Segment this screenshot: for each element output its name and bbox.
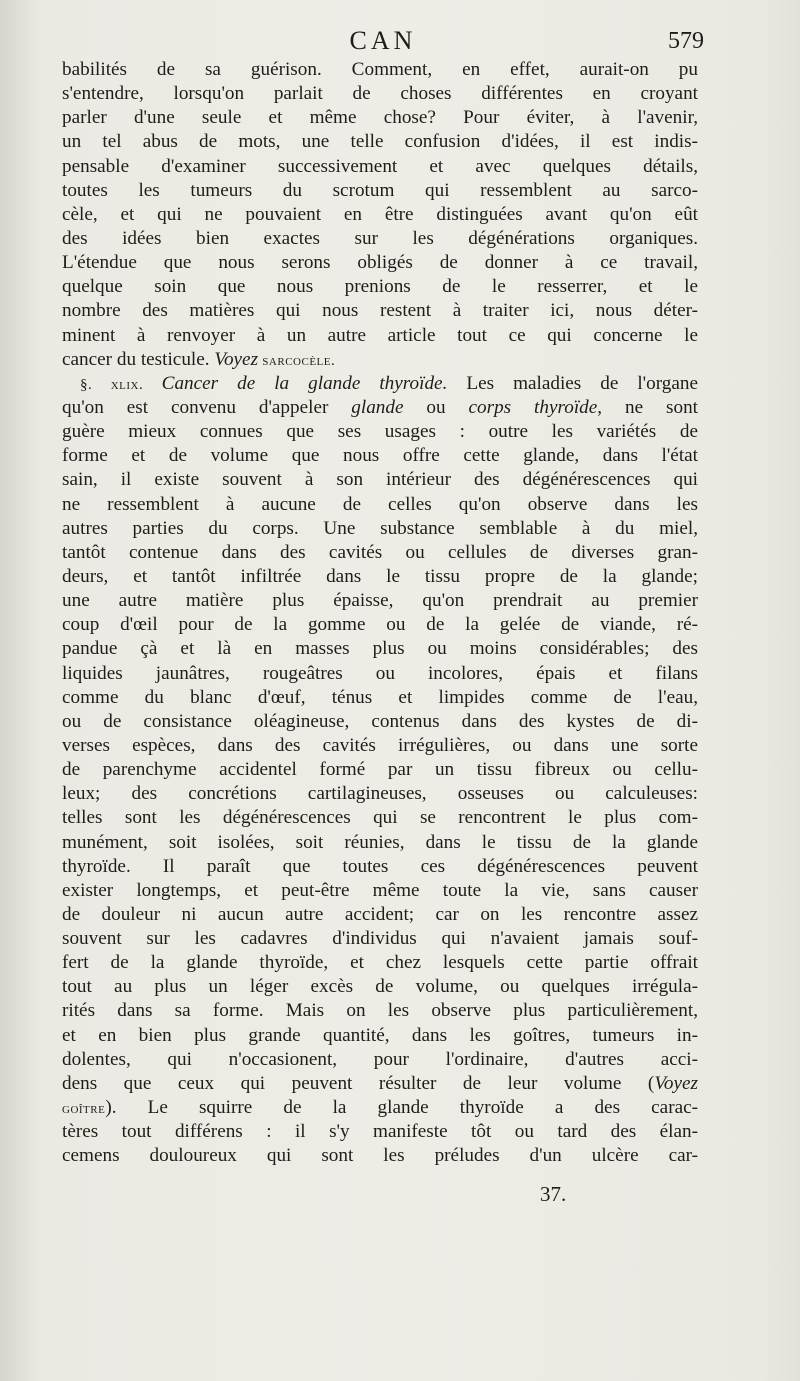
text-line: guère mieux connues que ses usages : outre les variétés de xyxy=(62,421,698,443)
text-line: tères tout différens : il s'y manifeste tôt ou tard des élan- xyxy=(62,1121,698,1143)
text-line: cancer du testicule. Voyez sarcocèle. xyxy=(62,348,336,370)
voyez-reference: Voyez xyxy=(214,348,259,370)
text-line: dolentes, qui n'occasionent, pour l'ordinaire, d'autres acci- xyxy=(62,1048,698,1070)
text-line: L'étendue que nous serons obligés de donner à ce travail, xyxy=(62,252,698,274)
text-line: ne ressemblent à aucune de celles qu'on observe dans les xyxy=(62,493,698,515)
text-line: pandue çà et là en masses plus ou moins considérables; des xyxy=(62,638,698,660)
text-line: rités dans sa forme. Mais on les observe plus particulièrement, xyxy=(62,1000,698,1022)
text-line: babilités de sa guérison. Comment, en effet, aurait-on pu xyxy=(62,59,698,80)
text-line: forme et de volume que nous offre cette glande, dans l'état xyxy=(62,445,698,467)
text-line: et en bien plus grande quantité, dans les goîtres, tumeurs in- xyxy=(62,1024,698,1046)
body-text xyxy=(62,58,698,1168)
signature-mark: 37. xyxy=(540,1182,567,1206)
text-line: coup d'œil pour de la gomme ou de la gelée de viande, ré- xyxy=(62,614,698,636)
section-number: §. xlix. xyxy=(80,376,162,393)
text-line: leux; des concrétions cartilagineuses, osseuses ou calculeuses: xyxy=(62,783,698,805)
text-line: comme du blanc d'œuf, ténus et limpides comme de l'eau, xyxy=(62,686,698,708)
text-line: des idées bien exactes sur les dégénérations organiques. xyxy=(62,227,698,249)
text-line: deurs, et tantôt infiltrée dans le tissu propre de la glande; xyxy=(62,565,698,587)
text-line: de douleur ni aucun autre accident; car on les rencontre assez xyxy=(62,903,698,925)
text-line: minent à renvoyer à un autre article tout ce qui concerne le xyxy=(62,324,698,346)
text-line: nombre des matières qui nous restent à traiter ici, nous déter- xyxy=(62,300,698,322)
text-line: fert de la glande thyroïde, et chez lesquels cette partie offrait xyxy=(62,952,698,974)
cross-reference: sarcocèle. xyxy=(258,352,336,369)
text-line: tout au plus un léger excès de volume, ou quelques irrégula- xyxy=(62,976,698,998)
voyez-reference: Voyez xyxy=(654,1072,698,1094)
text-line: goître). Le squirre de la glande thyroïde a des carac- xyxy=(62,1097,698,1119)
text-line: cemens douloureux qui sont les préludes d'un ulcère car- xyxy=(62,1145,698,1167)
page-number: 579 xyxy=(668,28,704,54)
section-heading-line: §. xlix. Cancer de la glande thyroïde. Les maladies de l'organe xyxy=(80,372,698,394)
text-line: quelque soin que nous prenions de le resserrer, et le xyxy=(62,276,698,298)
text-line: thyroïde. Il paraît que toutes ces dégénérescences peuvent xyxy=(62,855,698,877)
text-line: telles sont les dégénérescences qui se rencontrent le plus com- xyxy=(62,807,698,829)
text-line: sain, il existe souvent à son intérieur des dégénérescences qui xyxy=(62,469,698,491)
text-line: liquides jaunâtres, rougeâtres ou incolores, épais et filans xyxy=(62,662,698,684)
text-line: ou de consistance oléagineuse, contenus dans des kystes de di- xyxy=(62,710,698,732)
text-line: autres parties du corps. Une substance semblable à du miel, xyxy=(62,517,698,539)
text-line: une autre matière plus épaisse, qu'on prendrait au premier xyxy=(62,590,698,612)
text-line: souvent sur les cadavres d'individus qui n'avaient jamais souf- xyxy=(62,928,698,950)
text-line: munément, soit isolées, soit réunies, dans le tissu de la glande xyxy=(62,831,698,853)
text-line: de parenchyme accidentel formé par un tissu fibreux ou cellu- xyxy=(62,759,698,781)
text-line: toutes les tumeurs du scrotum qui ressemblent au sarco- xyxy=(62,179,698,201)
text-line: pensable d'examiner successivement et avec quelques détails, xyxy=(62,155,698,177)
text-line: dens que ceux qui peuvent résulter de leur volume (Voyez xyxy=(62,1072,698,1094)
text-line: s'entendre, lorsqu'on parlait de choses différentes en croyant xyxy=(62,83,698,105)
text-line: tantôt contenue dans des cavités ou cellules de diverses gran- xyxy=(62,541,698,563)
text-line: qu'on est convenu d'appeler glande ou corps thyroïde, ne sont xyxy=(62,396,698,418)
text-line: parler d'une seule et même chose? Pour éviter, à l'avenir, xyxy=(62,107,698,129)
text-line: un tel abus de mots, une telle confusion d'idées, il est indis- xyxy=(62,131,698,153)
text-line: verses espèces, dans des cavités irrégulières, ou dans une sorte xyxy=(62,734,698,756)
section-title: Cancer de la glande thyroïde. xyxy=(161,372,448,394)
running-head: CAN xyxy=(349,26,417,55)
cross-reference: goître xyxy=(62,1101,106,1118)
text-line: exister longtemps, et peut-être même toute la vie, sans causer xyxy=(62,879,698,901)
text-line: cèle, et qui ne pouvaient en être distinguées avant qu'on eût xyxy=(62,203,698,225)
